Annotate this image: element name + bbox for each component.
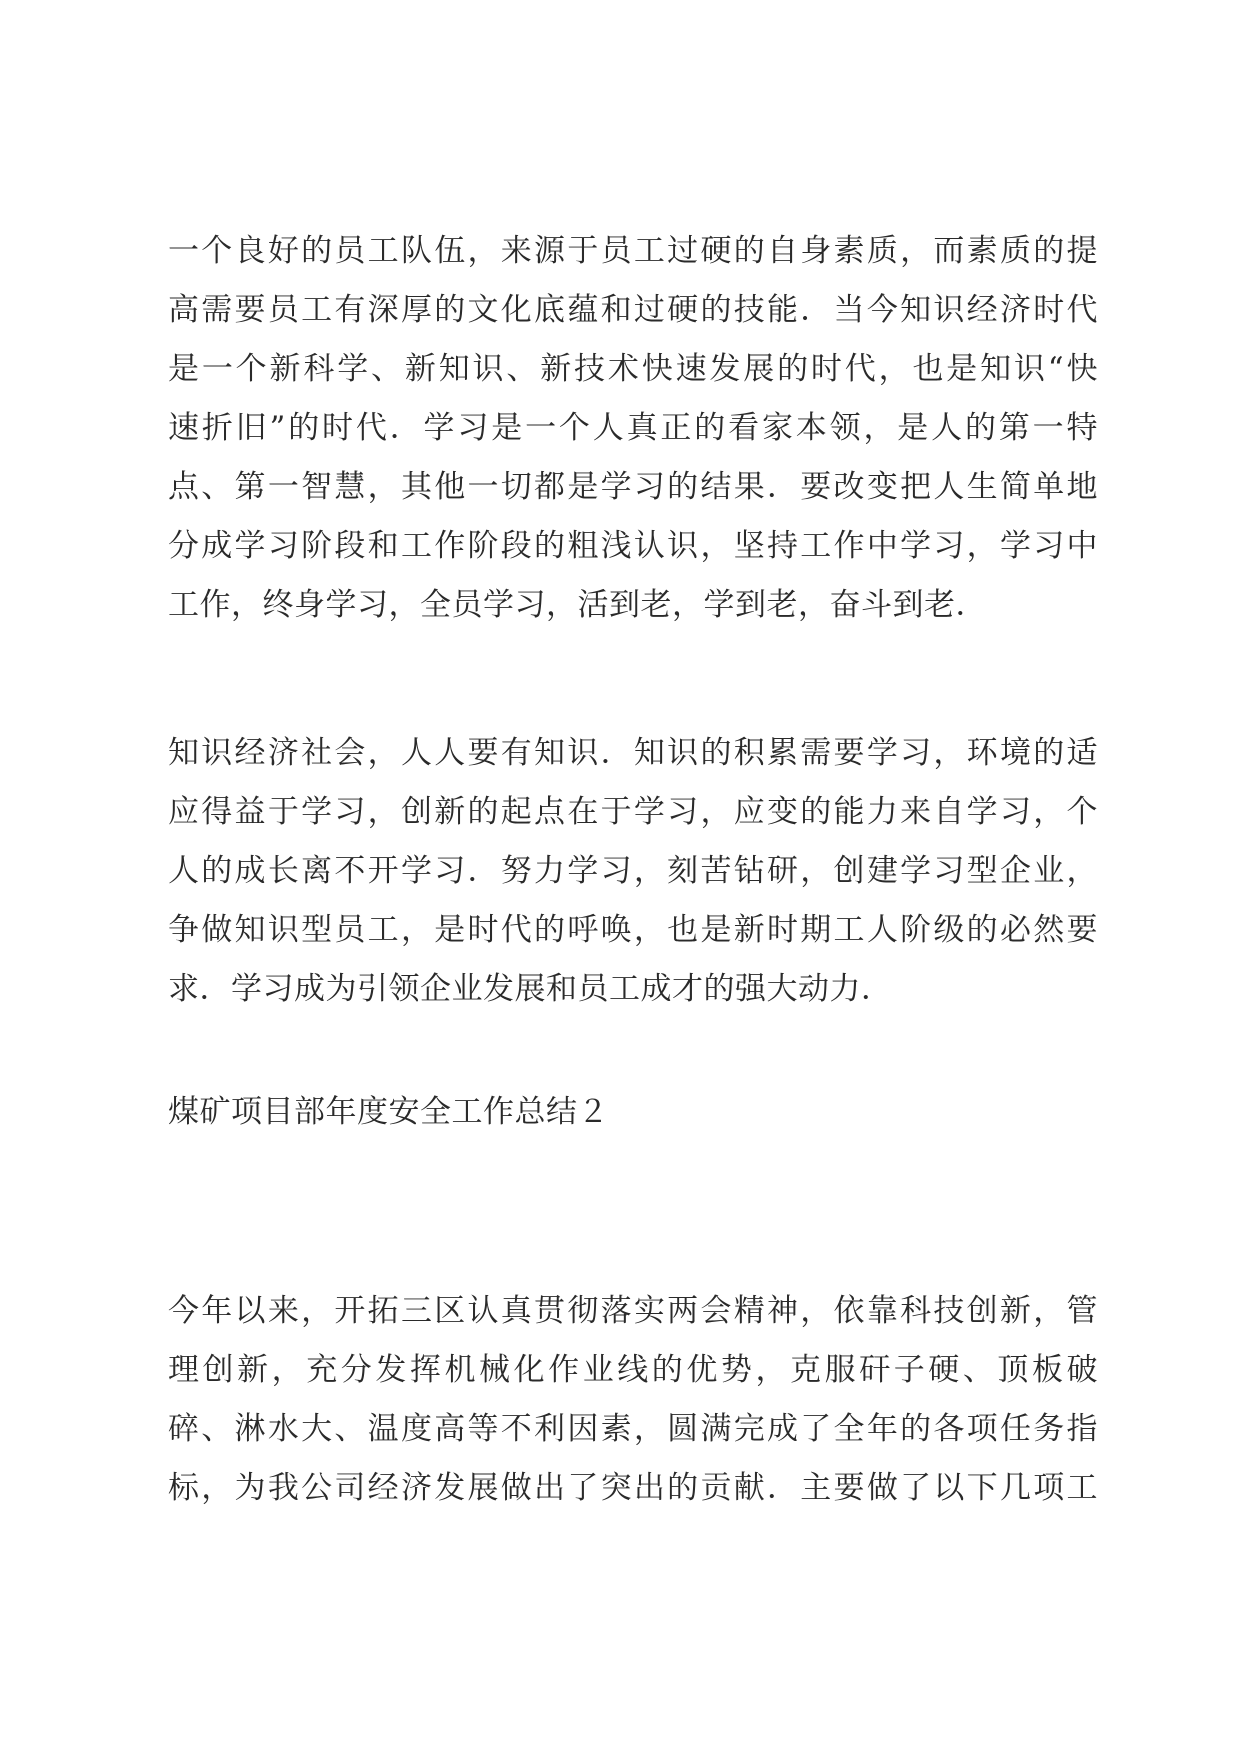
- text-line: 理创新，充分发挥机械化作业线的优势，克服矸子硬、顶板破: [168, 1352, 1098, 1388]
- text-line: 知识经济社会，人人要有知识．知识的积累需要学习，环境的适: [168, 735, 1098, 771]
- text-line: 工作，终身学习，全员学习，活到老，学到老，奋斗到老．: [168, 587, 987, 623]
- text-line: 人的成长离不开学习．努力学习，刻苦钻研，创建学习型企业，: [168, 853, 1098, 889]
- text-line: 争做知识型员工，是时代的呼唤，也是新时期工人阶级的必然要: [168, 912, 1098, 948]
- text-line: 一个良好的员工队伍，来源于员工过硬的自身素质，而素质的提: [168, 233, 1098, 269]
- text-line: 标，为我公司经济发展做出了突出的贡献．主要做了以下几项工: [168, 1470, 1098, 1506]
- text-line: 今年以来，开拓三区认真贯彻落实两会精神，依靠科技创新，管: [168, 1293, 1098, 1329]
- paragraph-knowledge-economy: [168, 724, 1098, 1019]
- text-line: 速折旧”的时代．学习是一个人真正的看家本领，是人的第一特: [168, 410, 1098, 446]
- paragraph-learning-importance: [168, 222, 1098, 635]
- text-line: 高需要员工有深厚的文化底蕴和过硬的技能．当今知识经济时代: [168, 292, 1098, 328]
- heading-text: 煤矿项目部年度安全工作总结２: [168, 1094, 609, 1130]
- text-line: 碎、淋水大、温度高等不利因素，圆满完成了全年的各项任务指: [168, 1411, 1098, 1447]
- section-heading: [168, 1083, 1098, 1142]
- text-line: 是一个新科学、新知识、新技术快速发展的时代，也是知识“快: [168, 351, 1098, 387]
- text-line: 应得益于学习，创新的起点在于学习，应变的能力来自学习，个: [168, 794, 1098, 830]
- text-line: 求．学习成为引领企业发展和员工成才的强大动力．: [168, 971, 893, 1007]
- text-line: 分成学习阶段和工作阶段的粗浅认识，坚持工作中学习，学习中: [168, 528, 1098, 564]
- paragraph-annual-summary: [168, 1282, 1098, 1518]
- text-line: 点、第一智慧，其他一切都是学习的结果．要改变把人生简单地: [168, 469, 1098, 505]
